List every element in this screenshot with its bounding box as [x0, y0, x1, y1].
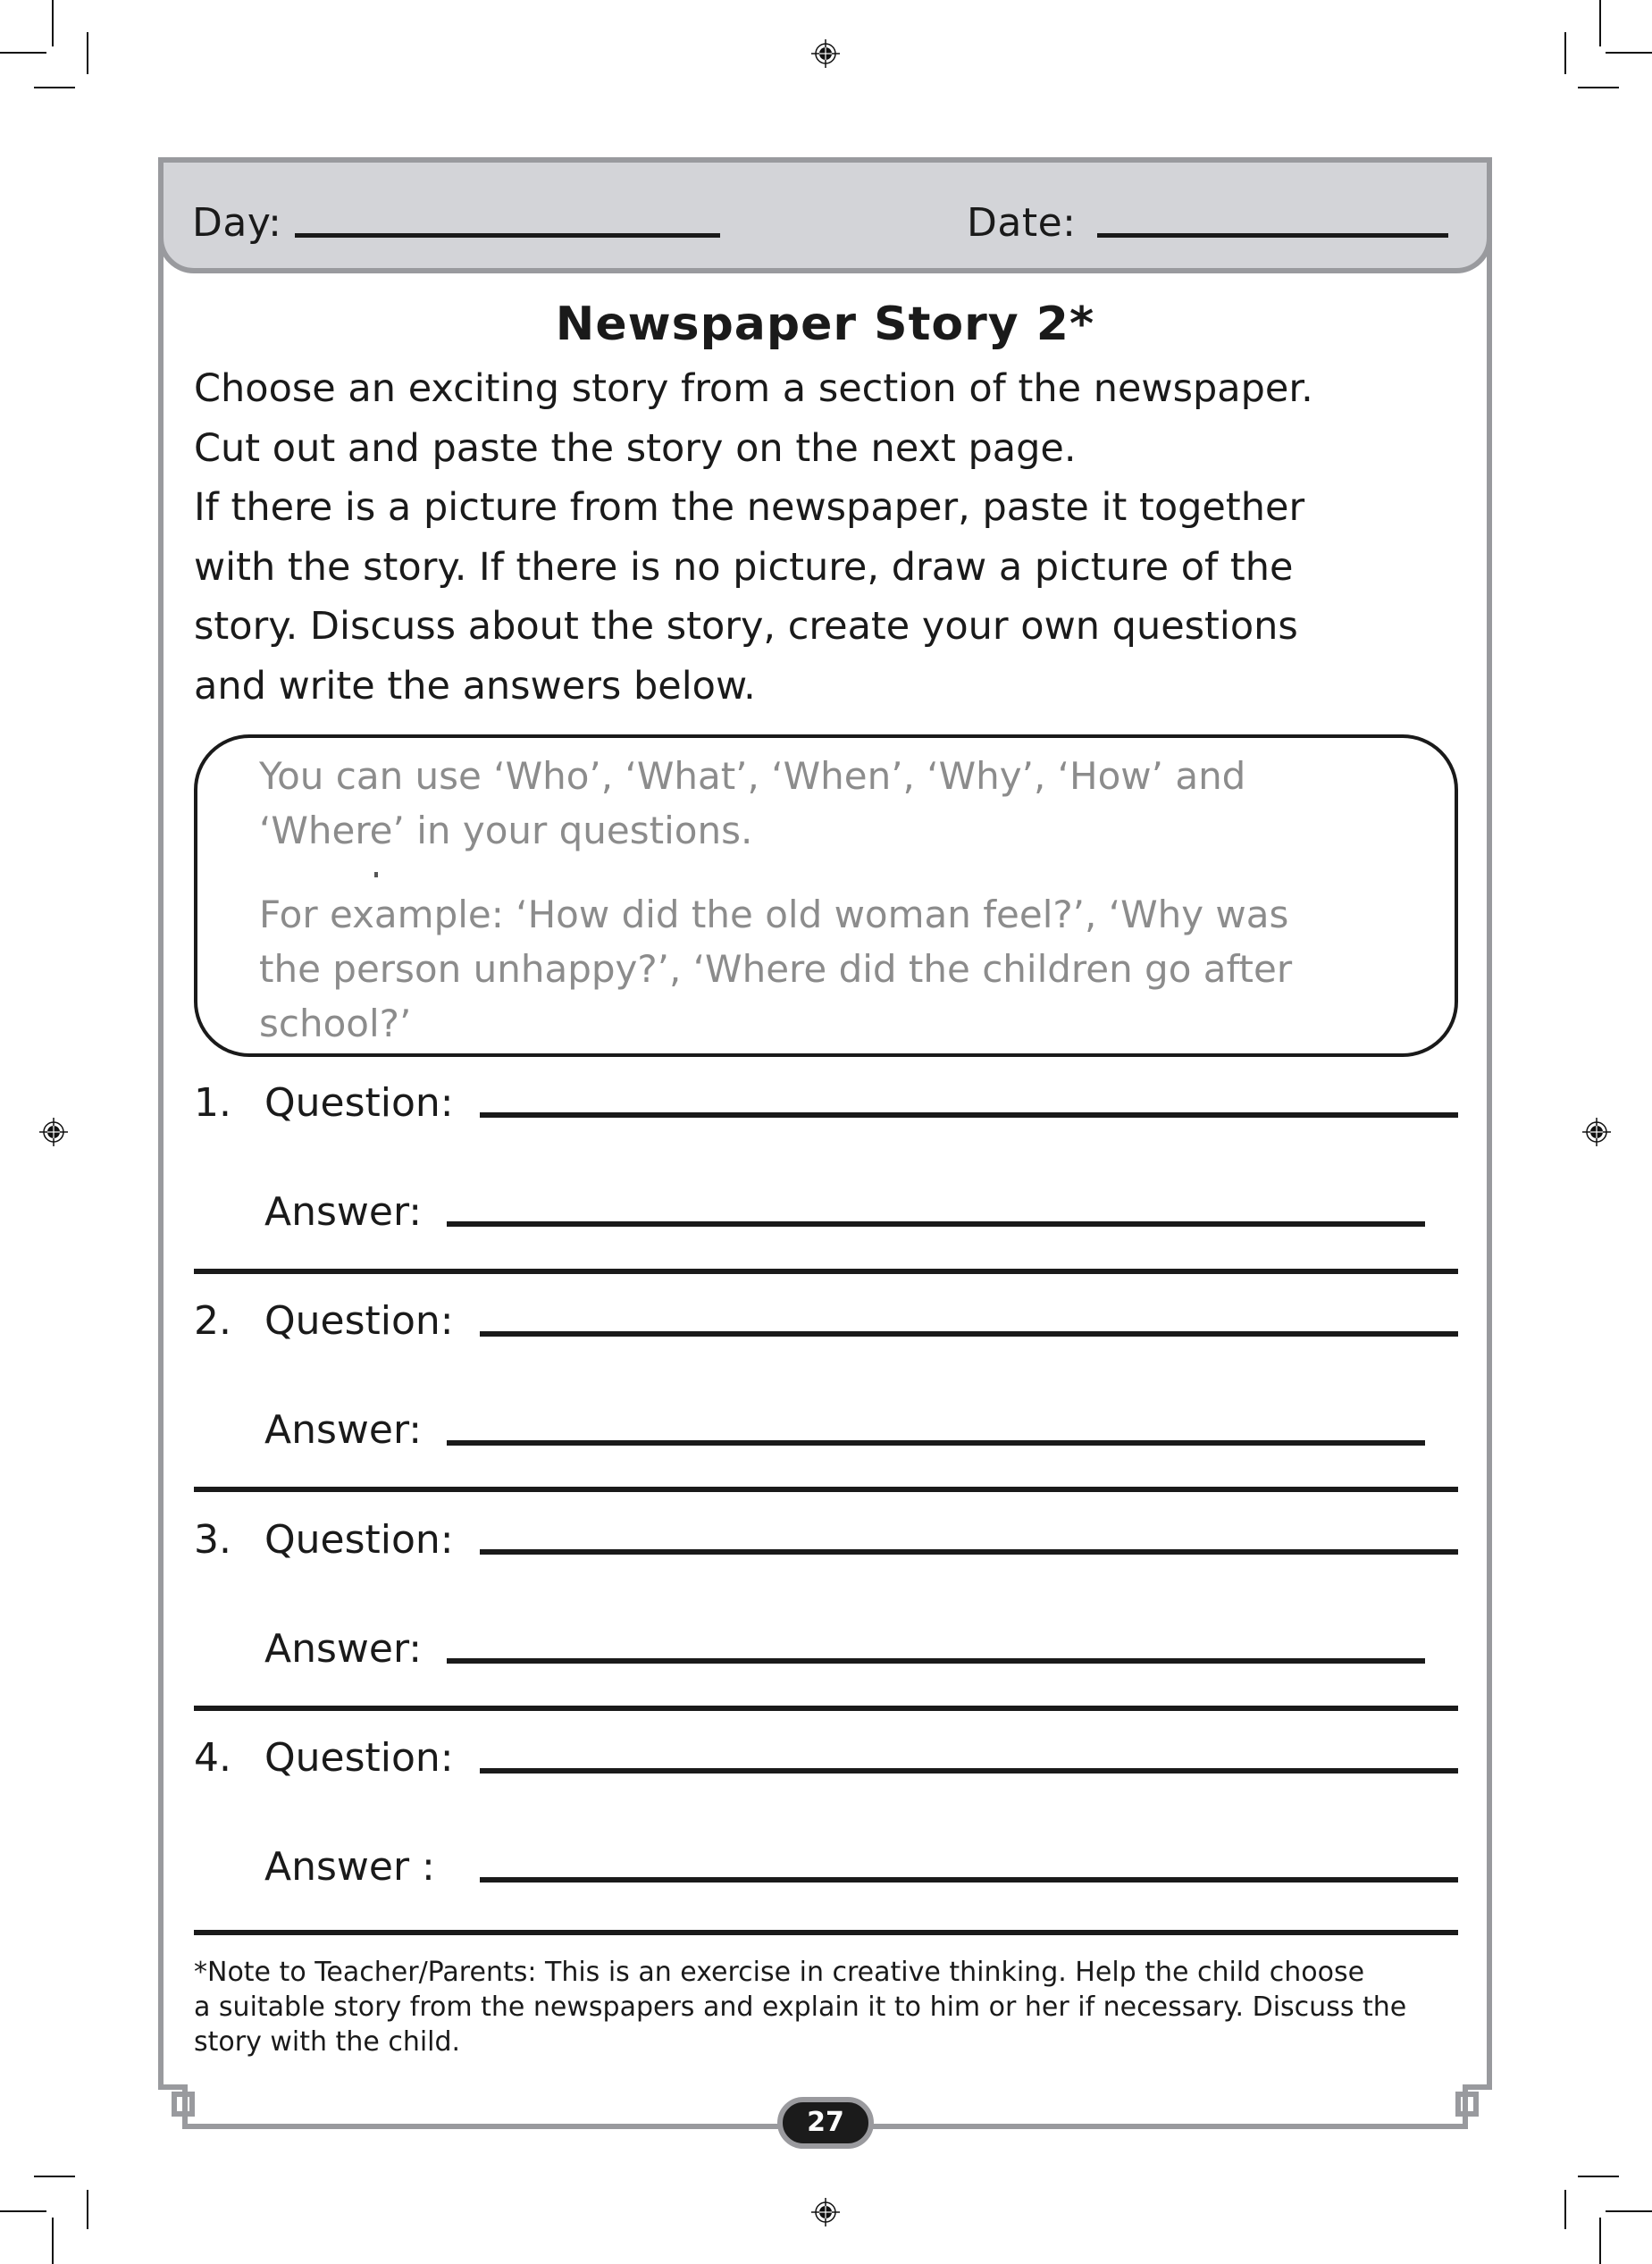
page-number-badge: 27: [777, 2097, 874, 2149]
frame-corner-ornament-left: [158, 2078, 212, 2134]
registration-mark-icon: [810, 38, 841, 69]
page-frame-left: [158, 157, 164, 2085]
page-title: Newspaper Story 2*: [555, 298, 1095, 351]
answer-input-line-2[interactable]: [194, 1930, 1458, 1935]
answer-input-line[interactable]: [447, 1221, 1425, 1227]
day-label: Day:: [192, 200, 282, 246]
instruction-line: Choose an exciting story from a section of the newspaper.: [194, 366, 1313, 411]
question-number: 2.: [194, 1298, 231, 1344]
answer-input-line-2[interactable]: [194, 1706, 1458, 1711]
crop-mark: [1599, 2218, 1601, 2264]
crop-mark: [0, 2210, 46, 2212]
crop-mark: [1578, 87, 1619, 88]
question-label: Question:: [264, 1298, 454, 1344]
answer-label: Answer :: [264, 1844, 435, 1890]
day-input-line[interactable]: [295, 233, 720, 238]
crop-mark: [34, 87, 75, 88]
question-input-line[interactable]: [480, 1549, 1458, 1555]
teacher-note: [194, 1955, 1463, 2059]
question-input-line[interactable]: [480, 1112, 1458, 1118]
note-line: a suitable story from the newspapers and explain it to him or her if necessary. Discuss the: [194, 1991, 1407, 2023]
crop-mark: [87, 32, 88, 74]
hint-line: For example: ‘How did the old woman feel?’, ‘Why was: [259, 893, 1289, 936]
question-input-line[interactable]: [480, 1768, 1458, 1773]
crop-mark: [1606, 52, 1652, 54]
registration-mark-icon: [810, 2197, 841, 2227]
hint-line: You can use ‘Who’, ‘What’, ‘When’, ‘Why’, ‘How’ and: [259, 754, 1246, 798]
instructions: [194, 359, 1480, 716]
question-label: Question:: [264, 1080, 454, 1126]
date-label: Date:: [967, 200, 1077, 246]
question-number: 4.: [194, 1735, 231, 1781]
answer-input-line[interactable]: [480, 1877, 1458, 1882]
hint-text-example: [259, 887, 1447, 1051]
crop-mark: [1564, 2190, 1566, 2229]
registration-mark-icon: [1581, 1117, 1612, 1147]
question-input-line[interactable]: [480, 1331, 1458, 1337]
date-input-line[interactable]: [1097, 233, 1448, 238]
answer-input-line-2[interactable]: [194, 1487, 1458, 1492]
crop-mark: [52, 0, 54, 46]
stray-dot: [374, 872, 378, 877]
instruction-line: and write the answers below.: [194, 663, 756, 709]
instruction-line: story. Discuss about the story, create your own questions: [194, 604, 1298, 649]
answer-label: Answer:: [264, 1407, 423, 1453]
answer-input-line[interactable]: [447, 1440, 1425, 1446]
crop-mark: [1578, 2176, 1619, 2177]
page-frame-right: [1487, 157, 1492, 2085]
question-number: 1.: [194, 1080, 231, 1126]
crop-mark: [1564, 32, 1566, 74]
answer-label: Answer:: [264, 1189, 423, 1235]
frame-corner-ornament-right: [1440, 2078, 1494, 2134]
crop-mark: [87, 2190, 88, 2229]
crop-mark: [52, 2218, 54, 2264]
answer-label: Answer:: [264, 1626, 423, 1672]
hint-line: ‘Where’ in your questions.: [259, 809, 753, 852]
question-label: Question:: [264, 1517, 454, 1563]
crop-mark: [34, 2176, 75, 2177]
instruction-line: with the story. If there is no picture, draw a picture of the: [194, 544, 1294, 590]
note-line: story with the child.: [194, 2026, 461, 2058]
question-label: Question:: [264, 1735, 454, 1781]
note-line: *Note to Teacher/Parents: This is an exercise in creative thinking. Help the child choose: [194, 1957, 1365, 1988]
hint-line: school?’: [259, 1002, 412, 1045]
answer-input-line-2[interactable]: [194, 1269, 1458, 1274]
answer-input-line[interactable]: [447, 1658, 1425, 1664]
hint-line: the person unhappy?’, ‘Where did the children go after: [259, 947, 1293, 991]
instruction-line: If there is a picture from the newspaper, paste it together: [194, 485, 1305, 530]
hint-text: [259, 749, 1447, 858]
instruction-line: Cut out and paste the story on the next page.: [194, 425, 1077, 471]
registration-mark-icon: [38, 1117, 69, 1147]
crop-mark: [1599, 0, 1601, 46]
header-band: [158, 157, 1492, 273]
question-number: 3.: [194, 1517, 231, 1563]
crop-mark: [1606, 2210, 1652, 2212]
crop-mark: [0, 52, 46, 54]
